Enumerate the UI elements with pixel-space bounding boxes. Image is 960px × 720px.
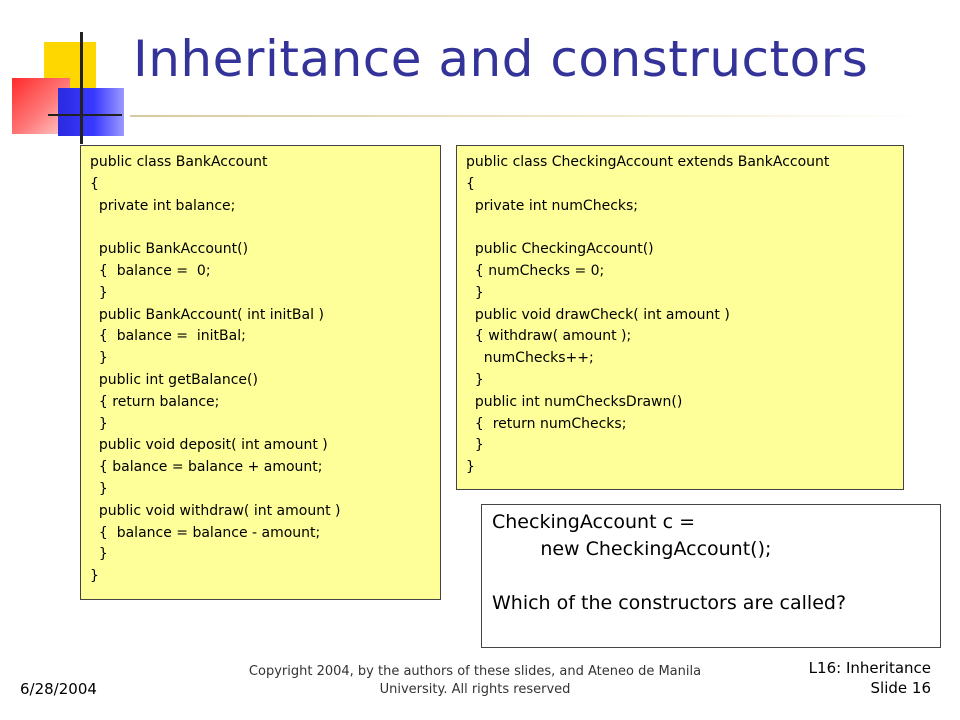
code-line: { <box>466 175 475 192</box>
footer-date: 6/28/2004 <box>20 680 97 698</box>
code-line: { return numChecks; <box>466 415 627 432</box>
code-line: { balance = balance - amount; <box>90 524 321 541</box>
question-text: Which of the constructors are called? <box>492 592 847 614</box>
code-line: public BankAccount( int initBal ) <box>90 306 324 323</box>
code-line: { balance = balance + amount; <box>90 459 323 476</box>
code-line: public BankAccount() <box>90 241 249 258</box>
code-line: { withdraw( amount ); <box>466 328 632 345</box>
question-box <box>481 504 941 648</box>
question-code-line-2: new CheckingAccount(); <box>492 538 772 560</box>
code-line: } <box>90 546 108 563</box>
code-line: } <box>90 568 99 585</box>
code-line: } <box>90 284 108 301</box>
code-line: { balance = 0; <box>90 262 211 279</box>
code-line: public void deposit( int amount ) <box>90 437 328 454</box>
code-line: public class CheckingAccount extends BankAccount <box>466 154 830 170</box>
checking-account-code-box <box>456 145 904 490</box>
code-line: private int numChecks; <box>466 197 639 214</box>
code-line: } <box>466 437 484 454</box>
footer-slide-info <box>809 658 931 698</box>
footer-slide-number: Slide 16 <box>870 679 931 697</box>
code-line: } <box>90 350 108 367</box>
code-line: public CheckingAccount() <box>466 241 654 258</box>
bank-account-code-box <box>80 145 441 600</box>
question-code-line-1: CheckingAccount c = <box>492 511 695 533</box>
code-line: numChecks++; <box>466 350 594 367</box>
footer-lecture: L16: Inheritance <box>808 659 931 677</box>
logo-horizontal-line <box>48 114 122 116</box>
logo-blue-square <box>58 88 124 136</box>
slide-title: Inheritance and constructors <box>133 30 869 88</box>
code-line: } <box>466 284 484 301</box>
code-line: public void drawCheck( int amount ) <box>466 306 730 323</box>
code-line: public int getBalance() <box>90 371 258 388</box>
logo-vertical-line <box>80 32 83 144</box>
title-underline <box>130 115 930 117</box>
question-spacer <box>492 563 930 590</box>
code-line: } <box>90 415 108 432</box>
code-line: { <box>90 175 99 192</box>
code-line <box>466 217 895 239</box>
code-line: } <box>466 371 484 388</box>
code-line <box>90 217 432 239</box>
code-line: { numChecks = 0; <box>466 262 605 279</box>
code-line: { balance = initBal; <box>90 328 246 345</box>
code-line: private int balance; <box>90 197 236 214</box>
code-line: public int numChecksDrawn() <box>466 393 683 410</box>
footer-copyright: Copyright 2004, by the authors of these slides, and Ateneo de Manila University. All rights reserved <box>248 664 702 697</box>
code-line: } <box>90 480 108 497</box>
code-line: public void withdraw( int amount ) <box>90 502 341 519</box>
code-line: { return balance; <box>90 393 220 410</box>
code-line: } <box>466 459 475 476</box>
code-line: public class BankAccount <box>90 154 268 170</box>
